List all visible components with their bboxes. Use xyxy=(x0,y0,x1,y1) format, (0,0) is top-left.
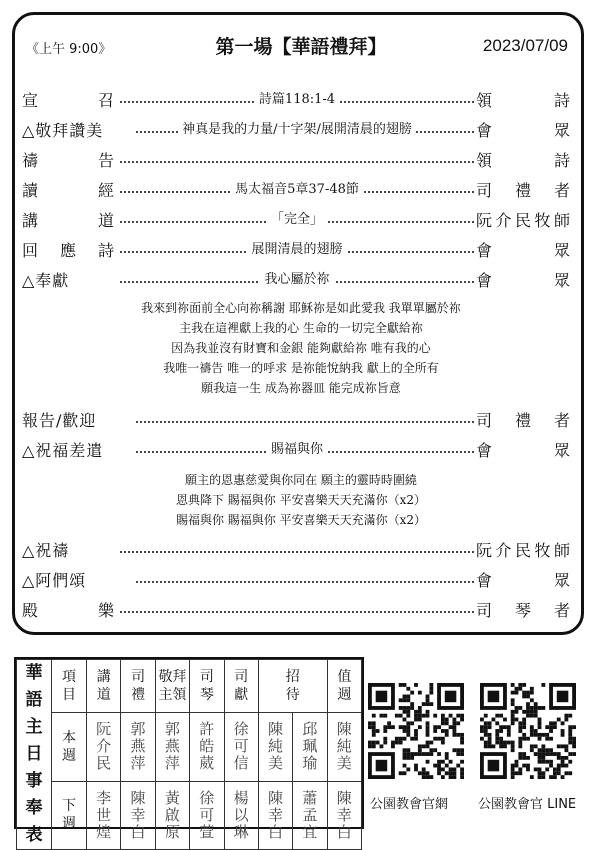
lyric-line: 賜福與你 賜福與你 平安喜樂天天充滿你（x2） xyxy=(175,513,427,527)
duty-next-week-name: 楊 以 琳 xyxy=(224,781,258,850)
service-title: 第一場【華語禮拜】 xyxy=(215,36,387,58)
order-role: △阿們頌 xyxy=(22,571,87,590)
duty-col-worship-leader: 敬拜 主領 xyxy=(155,660,189,713)
duty-next-week-name: 蕭 孟 宜 xyxy=(293,781,327,850)
dotted-leader xyxy=(136,581,474,583)
duty-col-usher: 招 待 xyxy=(258,660,327,713)
order-role: 讀 經 xyxy=(22,181,114,200)
lyric-line: 主我在這裡獻上我的心 生命的一切完全獻給祢 xyxy=(179,321,423,335)
duty-next-week-name: 徐 可 萱 xyxy=(190,781,224,850)
duty-col-pianist: 司 琴 xyxy=(190,660,224,713)
duty-this-week-name: 阮 介 民 xyxy=(87,713,121,781)
order-row xyxy=(22,148,570,172)
service-time: 《上午 9:00》 xyxy=(26,42,112,57)
duty-next-week-label: 下 週 xyxy=(52,781,87,850)
order-row xyxy=(22,408,570,432)
blessing-lyrics xyxy=(30,470,572,530)
order-person: 司 禮 者 xyxy=(476,411,570,430)
duty-next-week-name: 李 世 煌 xyxy=(87,781,121,850)
order-row xyxy=(22,178,570,202)
duty-this-week-name: 郭 燕 萍 xyxy=(121,713,155,781)
duty-next-week-name: 陳 幸 白 xyxy=(258,781,292,850)
order-row xyxy=(22,118,570,142)
dotted-leader xyxy=(136,421,474,423)
duty-this-week-name: 郭 燕 萍 xyxy=(155,713,189,781)
duty-this-week-name: 陳 純 美 xyxy=(258,713,292,781)
order-row xyxy=(22,438,570,462)
order-role: 回 應 詩 xyxy=(22,241,114,260)
order-content: 「完全」 xyxy=(120,208,474,227)
order-role: △祝禱 xyxy=(22,541,70,560)
order-person: 領 詩 xyxy=(476,151,570,170)
order-person: 會 眾 xyxy=(476,571,570,590)
line-qr-label: 公園教會官 LINE xyxy=(478,797,577,812)
duty-this-week-name: 陳 純 美 xyxy=(327,713,361,781)
order-person: 司 琴 者 xyxy=(476,601,570,620)
dotted-leader xyxy=(120,551,474,553)
order-role: △祝福差遣 xyxy=(22,441,104,460)
duty-next-week-name: 黃 啟 原 xyxy=(155,781,189,850)
order-row xyxy=(22,268,570,292)
order-person: 司 禮 者 xyxy=(476,181,570,200)
order-content: 我心屬於祢 xyxy=(120,268,474,287)
website-qr-label: 公園教會官網 xyxy=(370,797,449,812)
order-person: 會 眾 xyxy=(476,121,570,140)
duty-next-week-name: 陳 幸 白 xyxy=(121,781,155,850)
duty-col-sermon: 講 道 xyxy=(87,660,121,713)
lyric-line: 願我這一生 成為祢器皿 能完成祢旨意 xyxy=(201,381,401,395)
order-row xyxy=(22,598,570,622)
order-role: 殿 樂 xyxy=(22,601,114,620)
duty-this-week-label: 本 週 xyxy=(52,713,87,781)
website-qr-code[interactable] xyxy=(368,683,464,779)
duty-this-week-name: 邱 珮 瑜 xyxy=(293,713,327,781)
duty-col-liturgist: 司 禮 xyxy=(121,660,155,713)
line-qr-code[interactable] xyxy=(480,683,576,779)
duty-this-week-name: 許 皓 葳 xyxy=(190,713,224,781)
order-content: 神真是我的力量/十字架/展開清晨的翅膀 xyxy=(120,118,474,137)
service-header xyxy=(0,28,602,58)
order-content: 賜福與你 xyxy=(120,438,474,457)
order-content: 展開清晨的翅膀 xyxy=(120,238,474,257)
order-person: 會 眾 xyxy=(476,271,570,290)
order-role: △敬拜讚美 xyxy=(22,121,104,140)
order-person: 阮 介 民 牧 師 xyxy=(476,211,570,230)
dotted-leader xyxy=(120,161,474,163)
lyric-line: 恩典降下 賜福與你 平安喜樂天天充滿你（x2） xyxy=(175,493,427,507)
order-row xyxy=(22,568,570,592)
order-person: 領 詩 xyxy=(476,91,570,110)
duty-col-offering: 司 獻 xyxy=(224,660,258,713)
lyric-line: 因為我並沒有財寶和金銀 能夠獻給祢 唯有我的心 xyxy=(171,341,431,355)
duty-header-item: 項 目 xyxy=(52,660,87,713)
duty-col-weekly-duty: 值 週 xyxy=(327,660,361,713)
order-person: 會 眾 xyxy=(476,441,570,460)
order-role: 禱 告 xyxy=(22,151,114,170)
lyric-line: 我來到祢面前全心向祢稱謝 耶穌祢是如此愛我 我單單屬於祢 xyxy=(141,301,461,315)
order-role: △奉獻 xyxy=(22,271,70,290)
lyric-line: 願主的恩惠慈愛與你同在 願主的靈時時圍繞 xyxy=(185,473,417,487)
duty-this-week-name: 徐 可 信 xyxy=(224,713,258,781)
dotted-leader xyxy=(120,611,474,613)
service-date: 2023/07/09 xyxy=(482,36,568,55)
order-row xyxy=(22,88,570,112)
offering-lyrics xyxy=(30,298,572,398)
lyric-line: 我唯一禱告 唯一的呼求 是祢能悅納我 獻上的全所有 xyxy=(163,361,439,375)
duty-roster-table xyxy=(14,657,364,845)
order-role: 宣 召 xyxy=(22,91,114,110)
duty-next-week-name: 陳 幸 白 xyxy=(327,781,361,850)
order-role: 報告/歡迎 xyxy=(22,411,97,430)
order-content: 詩篇118:1-4 xyxy=(120,88,474,107)
order-row xyxy=(22,238,570,262)
order-row xyxy=(22,538,570,562)
order-person: 會 眾 xyxy=(476,241,570,260)
order-role: 講 道 xyxy=(22,211,114,230)
order-row xyxy=(22,208,570,232)
order-person: 阮 介 民 牧 師 xyxy=(476,541,570,560)
order-content: 馬太福音5章37-48節 xyxy=(120,178,474,197)
duty-roster-title: 華 語 主 日 事 奉 表 xyxy=(17,660,52,850)
